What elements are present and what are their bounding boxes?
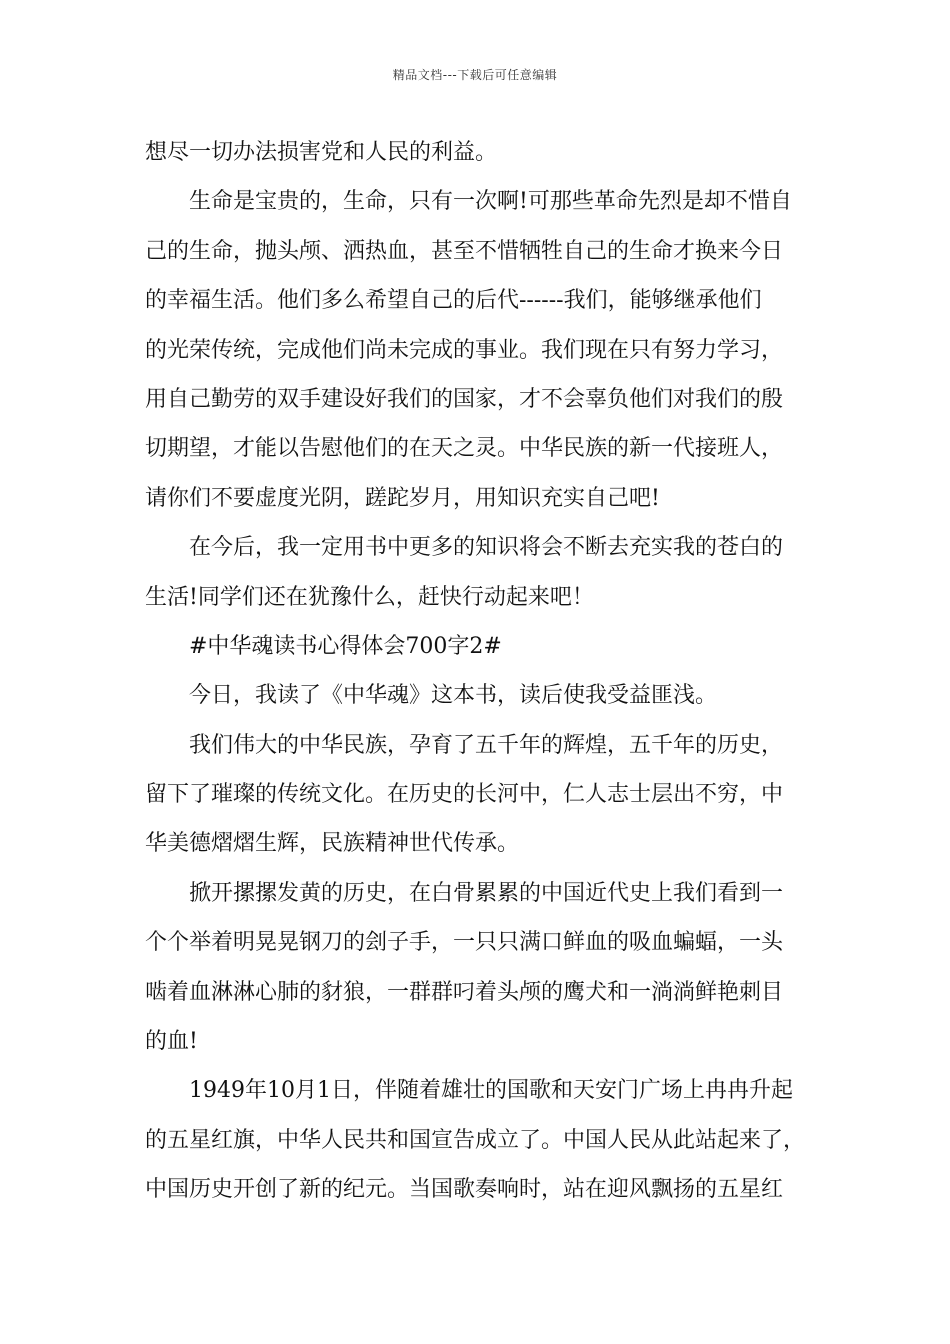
text-line: 己的生命，抛头颅、洒热血，甚至不惜牺牲自己的生命才换来今日	[145, 238, 784, 264]
section-heading: #中华魂读书心得体会700字2#	[189, 633, 502, 659]
text-line: 生活!同学们还在犹豫什么，赶快行动起来吧！	[145, 584, 594, 610]
text-line: 掀开摞摞发黄的历史，在白骨累累的中国近代史上我们看到一	[189, 880, 784, 906]
text-line: 在今后，我一定用书中更多的知识将会不断去充实我的苍白的	[189, 535, 784, 561]
page-header: 精品文档---下载后可任意编辑	[392, 68, 558, 82]
text-line: 的幸福生活。他们多么希望自己的后代------我们，能够继承他们	[145, 288, 762, 314]
text-line: 的血!	[145, 1029, 198, 1055]
text-line: 1949年10月1日，伴随着雄壮的国歌和天安门广场上冉冉升起	[189, 1078, 793, 1104]
text-line: 留下了璀璨的传统文化。在历史的长河中，仁人志士层出不穷，中	[145, 782, 784, 808]
text-line: 请你们不要虚度光阴，蹉跎岁月，用知识充实自己吧!	[145, 485, 660, 511]
text-line: 个个举着明晃晃钢刀的刽子手，一只只满口鲜血的吸血蝙蝠，一头	[145, 930, 784, 956]
text-line: 想尽一切办法损害党和人民的利益。	[145, 140, 498, 165]
text-line: 切期望，才能以告慰他们的在天之灵。中华民族的新一代接班人，	[145, 436, 784, 462]
text-line: 今日，我读了《中华魂》这本书，读后使我受益匪浅。	[189, 683, 718, 709]
text-line: 的光荣传统，完成他们尚未完成的事业。我们现在只有努力学习，	[145, 337, 784, 363]
document-body	[145, 128, 825, 1215]
text-line: 中国历史开创了新的纪元。当国歌奏响时，站在迎风飘扬的五星红	[145, 1177, 784, 1203]
text-line: 用自己勤劳的双手建设好我们的国家，才不会辜负他们对我们的殷	[145, 386, 784, 412]
text-line: 的五星红旗，中华人民共和国宣告成立了。中国人民从此站起来了，	[145, 1127, 806, 1153]
text-line: 生命是宝贵的，生命，只有一次啊!可那些革命先烈是却不惜自	[189, 189, 792, 215]
text-line: 啮着血淋淋心肺的豺狼，一群群叼着头颅的鹰犬和一淌淌鲜艳刺目	[145, 979, 784, 1005]
text-line: 我们伟大的中华民族，孕育了五千年的辉煌，五千年的历史，	[189, 732, 784, 758]
text-line: 华美德熠熠生辉，民族精神世代传承。	[145, 831, 520, 857]
